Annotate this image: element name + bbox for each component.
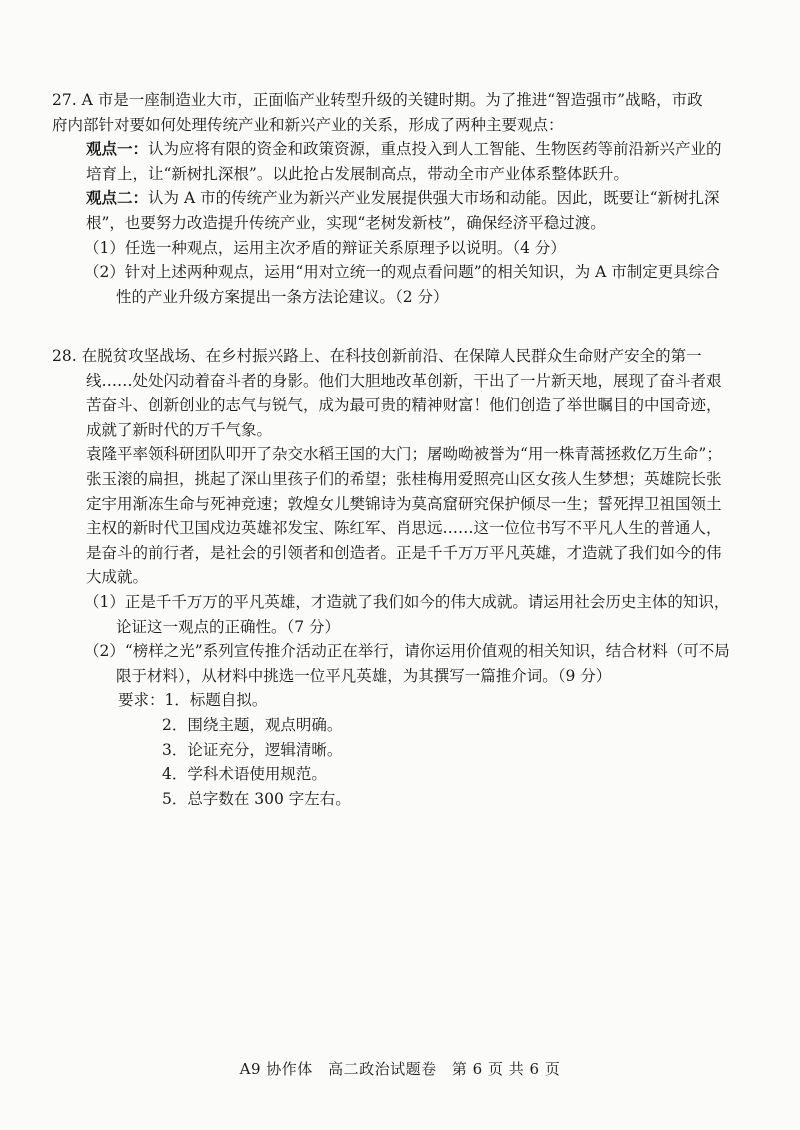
- footer-paper-title: 高二政治试题卷: [328, 1060, 437, 1078]
- question-27: [52, 88, 752, 309]
- q28-sub-1-cont: 论证这一观点的正确性。（7 分）: [116, 617, 341, 636]
- q28-para-1-line-1: 28. 在脱贫攻坚战场、在乡村振兴路上、在科技创新前沿、在保障人民群众生命财产安全的第一: [52, 347, 702, 365]
- q28-para-2-line-4: 主权的新时代卫国戍边英雄祁发宝、陈红军、肖思远……这一位位书写不平凡人生的普通人，: [86, 519, 722, 538]
- q28-para-1-line-3: 苦奋斗、创新创业的志气与锐气，成为最可贵的精神财富！他们创造了举世瞩目的中国奇迹，: [86, 396, 722, 415]
- q28-sub-2: （2）“榜样之光”系列宣传推介活动正在举行，请你运用价值观的相关知识，结合材料（可不局: [84, 642, 730, 661]
- q27-sub-1: （1）任选一种观点，运用主次矛盾的辩证关系原理予以说明。（4 分）: [84, 238, 566, 257]
- footer-org: A9 协作体: [239, 1060, 313, 1078]
- page-footer: [0, 1058, 800, 1079]
- q28-number: 28.: [52, 347, 77, 365]
- q27-view-2-cont: 根”，也要努力改造提升传统产业，实现“老树发新枝”，确保经济平稳过渡。: [86, 213, 606, 232]
- q28-para-1-line-4: 成就了新时代的万千气象。: [86, 420, 273, 439]
- q27-intro-line-1: 27. A 市是一座制造业大市，正面临产业转型升级的关键时期。为了推进“智造强市”战略，市政: [52, 91, 703, 109]
- q27-sub-2-cont: 性的产业升级方案提出一条方法论建议。（2 分）: [116, 287, 449, 306]
- q28-requirements-label: 要求：1．标题自拟。: [118, 691, 268, 710]
- q28-requirement-5: 5．总字数在 300 字左右。: [162, 789, 351, 808]
- q27-view-2: 观点二：认为 A 市的传统产业为新兴产业发展提供强大市场和动能。因此，既要让“新树扎深: [86, 188, 720, 208]
- q28-sub-2-cont: 限于材料），从材料中挑选一位平凡英雄，为其撰写一篇推介词。（9 分）: [116, 666, 612, 685]
- q28-requirement-4: 4．学科术语使用规范。: [162, 765, 327, 784]
- q28-para-2-line-6: 大成就。: [86, 568, 149, 587]
- q27-number: 27.: [52, 91, 77, 109]
- q27-intro-line-2: 府内部针对要如何处理传统产业和新兴产业的关系，形成了两种主要观点：: [52, 115, 564, 134]
- q28-requirement-3: 3．论证充分，逻辑清晰。: [162, 740, 343, 759]
- q28-para-2-line-1: 袁隆平率领科研团队叩开了杂交水稻王国的大门；屠呦呦被誉为“用一株青蒿拯救亿万生命”；: [86, 445, 722, 464]
- question-28: [52, 344, 752, 811]
- q28-para-2-line-3: 定宇用渐冻生命与死神竞速；敦煌女儿樊锦诗为莫高窟研究保护倾尽一生；誓死捍卫祖国领土: [86, 494, 722, 513]
- q28-requirement-2: 2．围绕主题，观点明确。: [162, 715, 343, 734]
- q27-view-1: 观点一：认为应将有限的资金和政策资源，重点投入到人工智能、生物医药等前沿新兴产业的: [86, 139, 722, 159]
- q27-sub-2: （2）针对上述两种观点，运用“用对立统一的观点看问题”的相关知识，为 A 市制定更具综合: [84, 263, 720, 282]
- q28-para-2-line-2: 张玉滚的扁担，挑起了深山里孩子们的希望；张桂梅用爱照亮山区女孩人生梦想；英雄院长张: [86, 469, 722, 488]
- q28-para-2-line-5: 是奋斗的前行者，是社会的引领者和创造者。正是千千万万平凡英雄，才造就了我们如今的伟: [86, 543, 722, 562]
- q27-view-1-cont: 培育上，让“新树扎深根”。以此抢占发展制高点，带动全市产业体系整体跃升。: [86, 164, 629, 183]
- footer-page-number: 第 6 页 共 6 页: [451, 1060, 561, 1078]
- q28-sub-1: （1）正是千千万万的平凡英雄，才造就了我们如今的伟大成就。请运用社会历史主体的知识，: [84, 592, 730, 611]
- q28-para-1-line-2: 线……处处闪动着奋斗者的身影。他们大胆地改革创新，干出了一片新天地，展现了奋斗者艰: [86, 371, 722, 390]
